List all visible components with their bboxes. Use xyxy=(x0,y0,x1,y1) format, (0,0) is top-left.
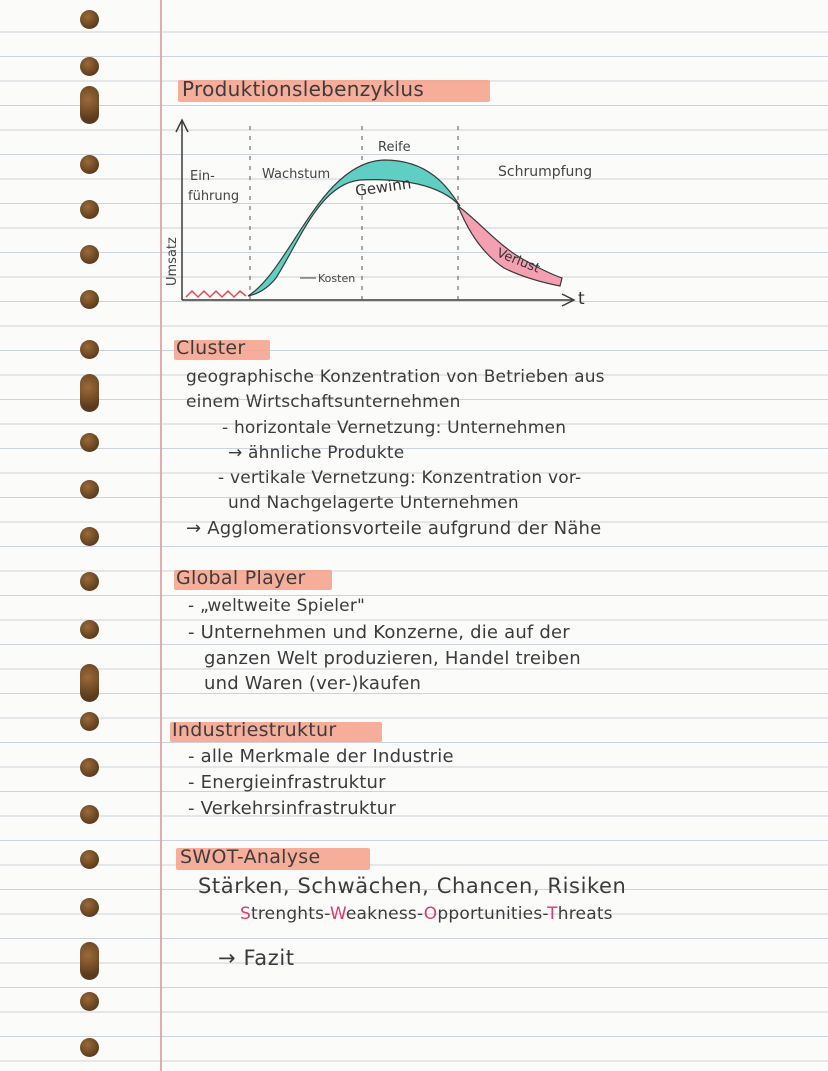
punch-hole xyxy=(80,898,99,917)
punch-hole xyxy=(80,374,99,412)
cluster-line: - vertikale Vernetzung: Konzentration vor- xyxy=(218,468,582,488)
label-profit: Gewinn xyxy=(354,174,413,200)
global-player-line: - Unternehmen und Konzerne, die auf der xyxy=(188,622,570,643)
phase-intro-line1: Ein- xyxy=(190,169,215,184)
punch-hole xyxy=(80,805,99,824)
punch-hole xyxy=(80,758,99,777)
global-player-heading: Global Player xyxy=(176,567,306,589)
swot-line: Stärken, Schwächen, Chancen, Risiken xyxy=(198,874,627,898)
cluster-line: und Nachgelagerte Unternehmen xyxy=(228,493,519,513)
label-costs: Kosten xyxy=(318,272,356,285)
punch-hole xyxy=(80,527,99,546)
cluster-line: → Agglomerationsvorteile aufgrund der Nähe xyxy=(186,518,602,539)
global-player-line: ganzen Welt produzieren, Handel treiben xyxy=(204,648,581,669)
phase-growth: Wachstum xyxy=(262,167,331,182)
punch-hole xyxy=(80,712,99,731)
swot-letter-t: T xyxy=(547,904,558,924)
swot-word: hreats xyxy=(557,904,613,924)
punch-hole xyxy=(80,992,99,1011)
swot-word: eakness- xyxy=(345,904,424,924)
global-player-line: und Waren (ver-)kaufen xyxy=(204,673,422,694)
phase-decline: Schrumpfung xyxy=(498,164,593,180)
industriestruktur-heading: Industriestruktur xyxy=(172,719,337,741)
cluster-line: - horizontale Vernetzung: Unternehmen xyxy=(222,418,567,438)
loss-area xyxy=(458,206,562,286)
industriestruktur-line: - alle Merkmale der Industrie xyxy=(188,746,454,767)
punch-hole xyxy=(80,433,99,452)
punch-hole xyxy=(80,942,99,980)
swot-word: trenghts- xyxy=(251,904,330,924)
industriestruktur-line: - Energieinfrastruktur xyxy=(188,772,386,793)
industriestruktur-line: - Verkehrsinfrastruktur xyxy=(188,798,396,819)
swot-letter-o: O xyxy=(423,904,438,924)
phase-maturity: Reife xyxy=(378,140,411,155)
swot-acronym-line xyxy=(240,904,613,924)
lifecycle-diagram xyxy=(0,0,828,330)
phase-intro-line2: führung xyxy=(188,189,240,204)
cluster-line: geographische Konzentration von Betrieben aus xyxy=(186,367,605,387)
punch-hole xyxy=(80,1038,99,1057)
swot-letter-w: W xyxy=(329,904,346,924)
cluster-line: einem Wirtschaftsunternehmen xyxy=(186,392,461,412)
global-player-line: - „weltweite Spieler" xyxy=(188,596,366,616)
x-axis-label: t xyxy=(578,289,585,309)
punch-hole xyxy=(80,850,99,869)
swot-word: pportunities- xyxy=(437,904,548,924)
punch-hole xyxy=(80,572,99,591)
swot-conclusion: → Fazit xyxy=(218,946,295,970)
punch-hole xyxy=(80,340,99,359)
punch-hole xyxy=(80,664,99,702)
swot-letter-s: S xyxy=(240,904,251,924)
punch-hole xyxy=(80,620,99,639)
intro-zigzag xyxy=(186,291,246,297)
swot-heading: SWOT-Analyse xyxy=(180,846,321,868)
cluster-line: → ähnliche Produkte xyxy=(228,443,405,463)
punch-hole xyxy=(80,480,99,499)
y-axis-label: Umsatz xyxy=(165,237,180,286)
label-loss: Verlust xyxy=(494,245,542,277)
diagram-title: Produktionslebenzyklus xyxy=(182,77,425,101)
cluster-heading: Cluster xyxy=(176,337,246,359)
